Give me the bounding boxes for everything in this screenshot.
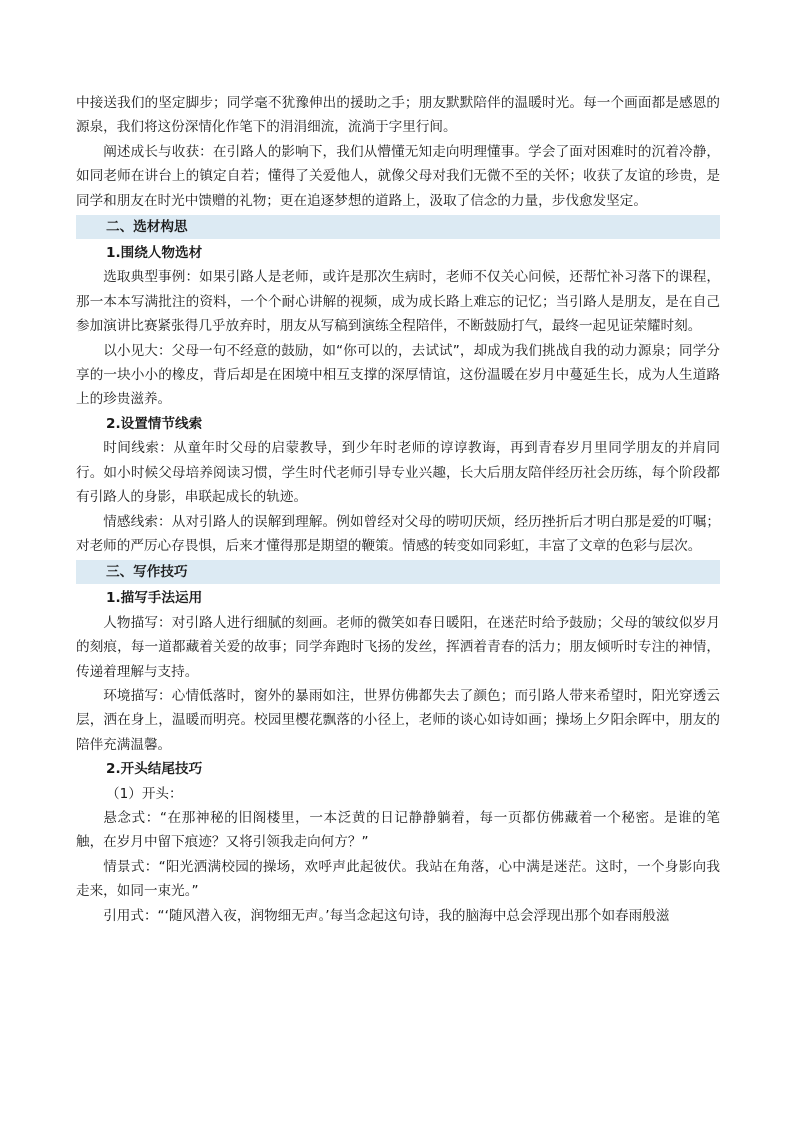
subsection-heading: 1.围绕人物选材 — [106, 245, 203, 262]
document-body — [76, 91, 720, 928]
paragraph: 情感线索：从对引路人的误解到理解。例如曾经对父母的唠叨厌烦，经历挫折后才明白那是爱的叮嘱；对老师的严厉心存畏惧，后来才懂得那是期望的鞭策。情感的转变如同彩虹，丰富了文章的色彩与层次。 — [76, 513, 720, 554]
paragraph: 悬念式：“在那神秘的旧阁楼里，一本泛黄的日记静静躺着，每一页都仿佛藏着一个秘密。是谁的笔触，在岁月中留下痕迹？又将引领我走向何方？” — [76, 809, 720, 851]
paragraph: 引用式：“‘随风潜入夜，润物细无声。’每当念起这句诗，我的脑海中总会浮现出那个如春雨般滋 — [103, 907, 670, 924]
paragraph: 选取典型事例：如果引路人是老师，或许是那次生病时，老师不仅关心问候，还帮忙补习落下的课程，那一本本写满批注的资料，一个个耐心讲解的视频，成为成长路上难忘的记忆；当引路人是朋友，是在自己参加演讲比赛紧张得几乎放弃时，朋友从写稿到演练全程陪伴，不断鼓励打气，最终一起见证荣耀时刻。 — [76, 269, 720, 335]
subsection-heading: 1.描写手法运用 — [106, 590, 203, 607]
list-label: （1）开头： — [106, 785, 183, 802]
paragraph: 以小见大：父母一句不经意的鼓励，如“你可以的，去试试”，却成为我们挑战自我的动力源泉；同学分享的一块小小的橡皮，背后却是在困境中相互支撑的深厚情谊，这份温暖在岁月中蔓延生长，成为人生道路上的珍贵滋养。 — [76, 342, 720, 408]
section-heading: 三、写作技巧 — [76, 560, 720, 584]
paragraph: 情景式：“阳光洒满校园的操场，欢呼声此起彼伏。我站在角落，心中满是迷茫。这时，一个身影向我走来，如同一束光。” — [76, 858, 720, 900]
section-heading: 二、选材构思 — [76, 215, 720, 239]
paragraph: 中接送我们的坚定脚步；同学毫不犹豫伸出的援助之手；朋友默默陪伴的温暖时光。每一个画面都是感恩的源泉，我们将这份深情化作笔下的涓涓细流，流淌于字里行间。 — [76, 95, 720, 136]
subsection-heading: 2.开头结尾技巧 — [106, 761, 203, 778]
paragraph: 环境描写：心情低落时，窗外的暴雨如注，世界仿佛都失去了颜色；而引路人带来希望时，阳光穿透云层，洒在身上，温暖而明亮。校园里樱花飘落的小径上，老师的谈心如诗如画；操场上夕阳余晖中，朋友的陪伴充满温馨。 — [76, 687, 720, 753]
subsection-heading: 2.设置情节线索 — [106, 415, 203, 432]
paragraph: 时间线索：从童年时父母的启蒙教导，到少年时老师的谆谆教诲，再到青春岁月里同学朋友的并肩同行。如小时候父母培养阅读习惯，学生时代老师引导专业兴趣，长大后朋友陪伴经历社会历练，每个阶段都有引路人的身影，串联起成长的轨迹。 — [76, 440, 720, 506]
paragraph: 人物描写：对引路人进行细腻的刻画。老师的微笑如春日暖阳，在迷茫时给予鼓励；父母的皱纹似岁月的刻痕，每一道都藏着关爱的故事；同学奔跑时飞扬的发丝，挥洒着青春的活力；朋友倾听时专注的神情，传递着理解与支持。 — [76, 614, 720, 680]
paragraph: 阐述成长与收获：在引路人的影响下，我们从懵懂无知走向明理懂事。学会了面对困难时的沉着冷静，如同老师在讲台上的镇定自若；懂得了关爱他人，就像父母对我们无微不至的关怀；收获了友谊的珍贵，是同学和朋友在时光中馈赠的礼物；更在追逐梦想的道路上，汲取了信念的力量，步伐愈发坚定。 — [76, 143, 720, 209]
